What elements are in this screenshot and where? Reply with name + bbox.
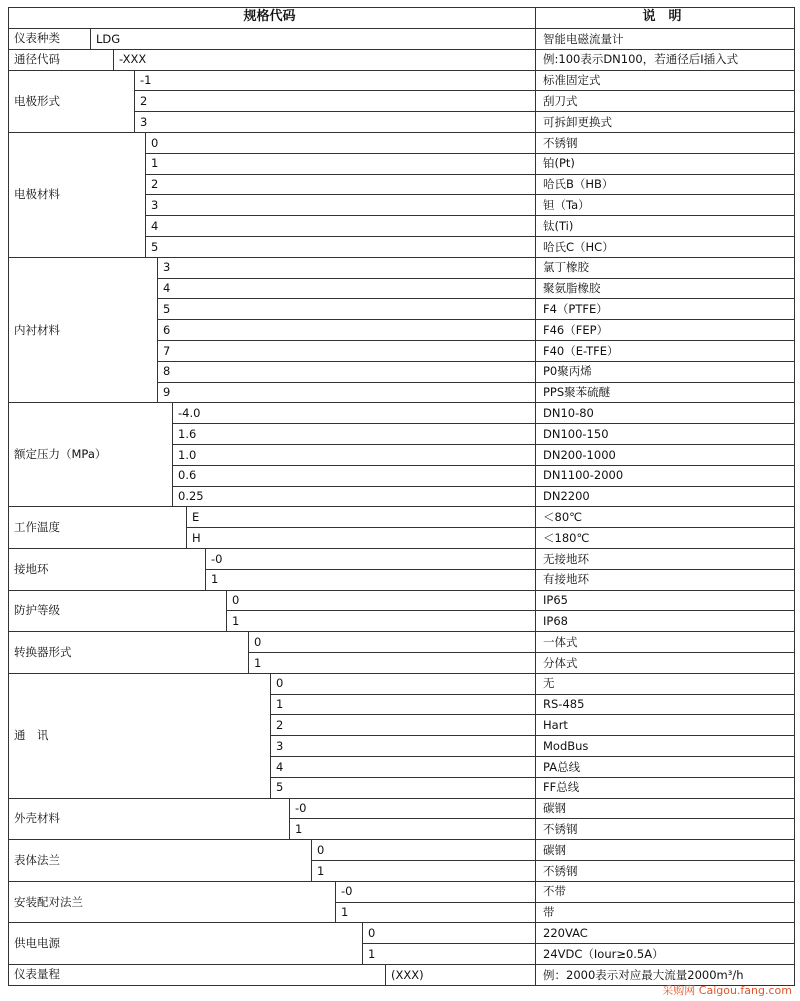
code-cell: 4: [151, 218, 159, 233]
code-cell: H: [192, 530, 201, 545]
group-separator: [8, 132, 794, 133]
row-rule: [226, 610, 794, 611]
category-label: 表体法兰: [14, 853, 60, 867]
code-column-border: [157, 257, 158, 403]
group-separator: [8, 839, 794, 840]
code-cell: 9: [163, 385, 171, 400]
row-rule: [145, 215, 794, 216]
description-cell: 不锈钢: [543, 135, 578, 150]
description-cell: PPS聚苯硫醚: [543, 385, 611, 400]
row-rule: [145, 236, 794, 237]
code-column-border: [134, 70, 135, 132]
description-cell: 例:100表示DN100，若通径后I插入式: [543, 52, 739, 67]
code-cell: -1: [140, 73, 152, 88]
code-cell: 1: [254, 655, 262, 670]
code-column-border: [90, 28, 91, 49]
row-rule: [205, 569, 794, 570]
code-cell: -0: [341, 884, 353, 899]
group-separator: [8, 881, 794, 882]
code-cell: 5: [151, 239, 159, 254]
description-cell: RS-485: [543, 697, 585, 712]
group-separator: [8, 548, 794, 549]
code-column-border: [113, 49, 114, 70]
code-cell: 0: [232, 593, 240, 608]
description-cell: 不锈钢: [543, 863, 578, 878]
description-cell: P0聚丙烯: [543, 364, 592, 379]
description-cell: 220VAC: [543, 925, 588, 940]
code-cell: 1: [341, 905, 349, 920]
row-rule: [172, 465, 794, 466]
description-cell: DN200-1000: [543, 447, 616, 462]
code-cell: -0: [211, 551, 223, 566]
description-cell: 哈氏B（HB）: [543, 177, 614, 192]
row-rule: [270, 694, 794, 695]
category-label: 安装配对法兰: [14, 894, 83, 909]
group-separator: [8, 964, 794, 965]
category-label: 电极形式: [14, 93, 60, 108]
category-label: 内衬材料: [14, 322, 60, 337]
description-cell: 不锈钢: [543, 821, 578, 836]
description-cell: 例：2000表示对应最大流量2000m³/h: [543, 967, 744, 982]
description-cell: 一体式: [543, 634, 578, 649]
category-label: 供电电源: [14, 936, 60, 951]
header-desc-title: 说 明: [642, 9, 682, 24]
group-separator: [8, 631, 794, 632]
row-rule: [134, 90, 794, 91]
code-cell: -0: [295, 801, 307, 816]
table-border-left: [8, 7, 9, 985]
code-cell: 5: [163, 301, 171, 316]
code-cell: 3: [151, 197, 159, 212]
category-label: 仪表种类: [14, 31, 60, 46]
description-cell: ModBus: [543, 738, 589, 753]
row-rule: [270, 756, 794, 757]
description-cell: ＜80℃: [543, 509, 583, 524]
row-rule: [172, 423, 794, 424]
description-cell: 钽（Ta）: [543, 197, 590, 212]
row-rule: [248, 652, 794, 653]
code-cell: 0.25: [178, 489, 204, 504]
description-cell: 24VDC（Iour≥0.5A）: [543, 946, 664, 961]
row-rule: [362, 943, 794, 944]
row-rule: [157, 298, 794, 299]
code-cell: 1.6: [178, 426, 197, 441]
description-cell: 带: [543, 905, 555, 920]
description-cell: DN2200: [543, 489, 590, 504]
description-cell: 不带: [543, 884, 566, 899]
code-column-border: [385, 964, 386, 985]
group-separator: [8, 506, 794, 507]
description-cell: 智能电磁流量计: [543, 31, 624, 46]
description-cell: DN1100-2000: [543, 468, 624, 483]
code-cell: (XXX): [391, 967, 424, 982]
description-cell: 可拆卸更换式: [543, 114, 612, 129]
row-rule: [289, 818, 794, 819]
code-cell: 1: [151, 156, 159, 171]
code-cell: 2: [140, 93, 148, 108]
description-cell: F40（E-TFE）: [543, 343, 619, 358]
code-cell: 1: [368, 946, 376, 961]
description-cell: 氯丁橡胶: [543, 260, 589, 275]
code-cell: 0: [254, 634, 262, 649]
category-label: 通径代码: [14, 52, 60, 67]
code-cell: 0.6: [178, 468, 197, 483]
code-cell: 2: [276, 717, 284, 732]
row-rule: [134, 111, 794, 112]
code-cell: E: [192, 509, 200, 524]
code-cell: 0: [276, 676, 284, 691]
description-cell: Hart: [543, 717, 568, 732]
row-rule: [270, 735, 794, 736]
code-cell: 0: [368, 925, 376, 940]
row-rule: [145, 194, 794, 195]
code-cell: 8: [163, 364, 171, 379]
row-rule: [186, 527, 794, 528]
category-label: 接地环: [14, 561, 49, 576]
code-cell: 3: [163, 260, 171, 275]
category-label: 仪表量程: [14, 967, 60, 982]
row-rule: [145, 153, 794, 154]
description-cell: IP68: [543, 613, 568, 628]
description-cell: FF总线: [543, 780, 580, 795]
row-rule: [172, 486, 794, 487]
code-cell: 1: [232, 613, 240, 628]
group-separator: [8, 49, 794, 50]
code-cell: LDG: [96, 31, 121, 46]
description-cell: 无接地环: [543, 551, 589, 566]
code-cell: 6: [163, 322, 171, 337]
group-separator: [8, 673, 794, 674]
row-rule: [335, 902, 794, 903]
code-column-border: [172, 402, 173, 506]
description-cell: ＜180℃: [543, 530, 590, 545]
description-cell: DN100-150: [543, 426, 609, 441]
description-cell: F4（PTFE）: [543, 301, 608, 316]
row-rule: [270, 777, 794, 778]
description-cell: 碳钢: [543, 842, 566, 857]
category-label: 转换器形式: [14, 645, 72, 659]
header-code-title: 规格代码: [243, 9, 296, 24]
row-rule: [157, 340, 794, 341]
group-separator: [8, 922, 794, 923]
code-cell: 3: [140, 114, 148, 129]
code-cell: 1: [317, 863, 325, 878]
code-cell: 4: [276, 759, 284, 774]
row-rule: [145, 174, 794, 175]
table-border-right: [794, 7, 795, 986]
description-cell: 无: [543, 676, 555, 691]
category-label: 外壳材料: [14, 811, 60, 826]
description-cell: 有接地环: [543, 572, 589, 587]
code-cell: 5: [276, 780, 284, 795]
watermark: 采购网 Caigou.fang.com: [662, 984, 792, 997]
description-cell: 哈氏C（HC）: [543, 239, 614, 254]
category-label: 通 讯: [14, 728, 49, 743]
code-cell: 0: [151, 135, 159, 150]
row-rule: [172, 444, 794, 445]
description-cell: PA总线: [543, 759, 581, 774]
row-rule: [157, 278, 794, 279]
category-label: 工作温度: [14, 520, 60, 535]
group-separator: [8, 70, 794, 71]
category-label: 电极材料: [14, 187, 60, 202]
code-cell: 2: [151, 177, 159, 192]
group-separator: [8, 257, 794, 258]
code-cell: -XXX: [119, 52, 147, 67]
row-rule: [157, 382, 794, 383]
code-cell: 1: [276, 697, 284, 712]
description-cell: 分体式: [543, 655, 578, 670]
description-cell: 钛(Ti): [543, 218, 574, 233]
code-cell: 1: [295, 821, 303, 836]
description-cell: IP65: [543, 593, 568, 608]
table-border-top: [8, 7, 794, 8]
code-cell: 1: [211, 572, 219, 587]
code-cell: 7: [163, 343, 171, 358]
category-label: 额定压力（MPa）: [14, 447, 107, 462]
category-label: 防护等级: [14, 603, 60, 618]
description-cell: 聚氨脂橡胶: [543, 281, 601, 296]
group-separator: [8, 402, 794, 403]
row-rule: [157, 319, 794, 320]
description-cell: 铂(Pt): [543, 156, 575, 171]
code-cell: 4: [163, 281, 171, 296]
code-cell: 0: [317, 842, 325, 857]
description-cell: 刮刀式: [543, 93, 578, 108]
row-rule: [311, 860, 794, 861]
group-separator: [8, 798, 794, 799]
row-rule: [270, 714, 794, 715]
code-cell: 3: [276, 738, 284, 753]
description-cell: 碳钢: [543, 801, 566, 816]
code-cell: -4.0: [178, 405, 201, 420]
header-bottom-rule: [8, 28, 794, 29]
description-cell: F46（FEP）: [543, 322, 609, 337]
group-separator: [8, 590, 794, 591]
description-cell: 标准固定式: [543, 73, 601, 88]
row-rule: [157, 361, 794, 362]
description-cell: DN10-80: [543, 405, 594, 420]
code-cell: 1.0: [178, 447, 197, 462]
